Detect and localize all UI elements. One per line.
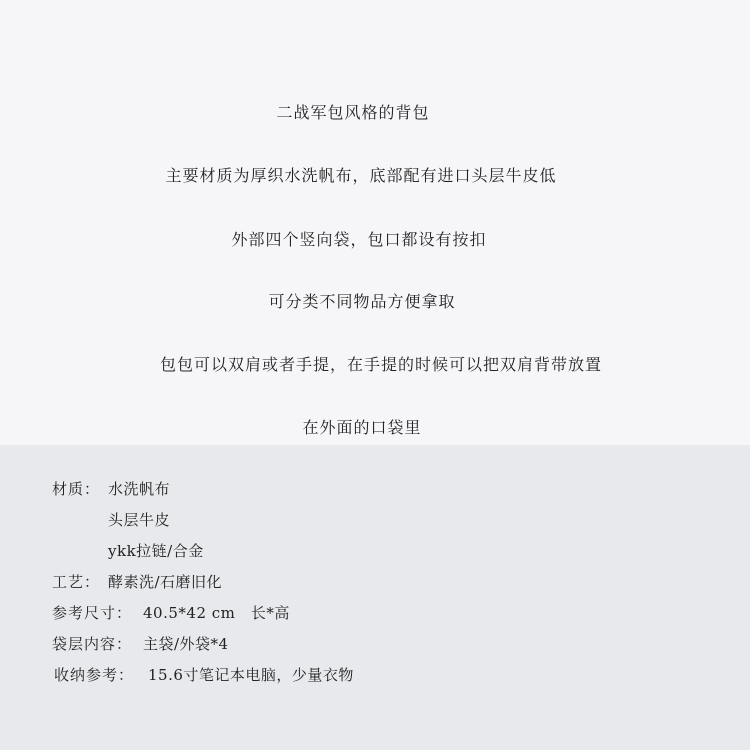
spec-size-label: 参考尺寸： <box>52 603 133 622</box>
spec-size-row <box>52 600 290 624</box>
intro-line-5: 包包可以双肩或者手提，在手提的时候可以把双肩背带放置 <box>159 355 602 374</box>
spec-capacity-value: 15.6寸笔记本电脑，少量衣物 <box>148 665 354 684</box>
spec-material-value-1: 水洗帆布 <box>108 479 171 498</box>
spec-material-value-3: ykk拉链/合金 <box>108 541 204 560</box>
spec-capacity-label: 收纳参考： <box>54 665 135 684</box>
spec-process-label: 工艺： <box>52 572 101 591</box>
spec-capacity-row <box>52 662 354 686</box>
spec-process-row <box>52 569 222 593</box>
spec-layers-label: 袋层内容： <box>52 634 133 653</box>
intro-line-3: 外部四个竖向袋，包口都设有按扣 <box>231 230 487 249</box>
spec-material-row <box>52 476 170 500</box>
intro-line-1: 二战军包风格的背包 <box>276 103 430 122</box>
spec-process-value: 酵素洗/石磨旧化 <box>108 572 223 591</box>
intro-line-4: 可分类不同物品方便拿取 <box>268 292 456 311</box>
intro-line-2: 主要材质为厚织水洗帆布，底部配有进口头层牛皮低 <box>165 166 557 185</box>
spec-material-value-2: 头层牛皮 <box>108 510 171 529</box>
spec-size-value: 40.5*42 cm 长*高 <box>143 603 290 622</box>
intro-line-6: 在外面的口袋里 <box>302 418 422 437</box>
spec-material-row-3 <box>52 538 204 562</box>
spec-layers-row <box>52 631 229 655</box>
spec-layers-value: 主袋/外袋*4 <box>143 634 229 653</box>
spec-material-row-2 <box>52 507 170 531</box>
spec-material-label: 材质： <box>52 479 101 498</box>
